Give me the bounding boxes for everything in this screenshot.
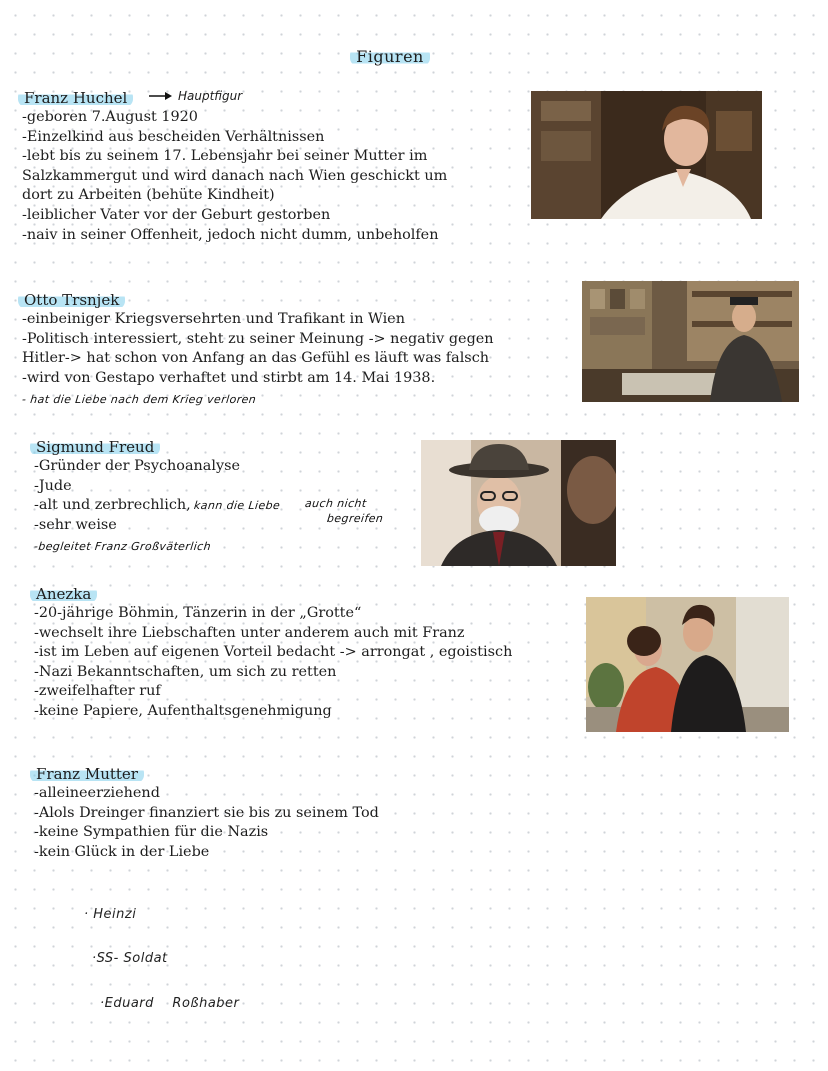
- text-line: -wird von Gestapo verhaftet und stirbt am 14. Mai 1938.: [22, 369, 436, 386]
- section-otto-trsnjek: [22, 291, 494, 407]
- text-line: dort zu Arbeiten (behüte Kindheit): [22, 187, 275, 204]
- text-line: -zweifelhafter ruf: [34, 683, 161, 700]
- text-line: -alleineerziehend: [34, 785, 160, 801]
- handwritten-note: -begleitet Franz Großväterlich: [33, 540, 212, 554]
- handwritten-note: kann die Liebe: [193, 499, 281, 513]
- section-heading: Sigmund Freud: [30, 438, 280, 457]
- handwritten-note: - hat die Liebe nach dem Krieg verloren: [21, 393, 257, 407]
- text-line: -Nazi Bekanntschaften, um sich zu retten: [34, 663, 337, 680]
- handwritten-note: begreifen: [326, 512, 384, 525]
- text-line: -geboren 7.August 1920: [22, 109, 198, 125]
- text-line: -kein Glück in der Liebe: [34, 843, 210, 860]
- photo-sigmund-freud: [421, 440, 616, 566]
- text-line: Salzkammergut und wird danach nach Wien geschickt um: [22, 167, 448, 184]
- text-line: -Jude: [34, 477, 72, 494]
- handwritten-note: auch nicht: [304, 497, 368, 510]
- section-anezka: [34, 585, 512, 722]
- text-line: -leiblicher Vater vor der Geburt gestorben: [22, 206, 331, 223]
- text-line: -20-jährige Böhmin, Tänzerin in der „Grotte“: [34, 605, 362, 621]
- text-line: Hitler-> hat schon von Anfang an das Gefühl es läuft was falsch: [22, 350, 490, 367]
- section-heading: Franz Huchel: [18, 89, 447, 108]
- main-character-note: Hauptfigur: [148, 89, 242, 103]
- text-line: -Politisch interessiert, steht zu seiner Meinung -> negativ gegen: [22, 330, 494, 347]
- text-line: -keine Sympathien für die Nazis: [34, 824, 269, 841]
- text-line: -einbeiniger Kriegsversehrten und Trafikant in Wien: [22, 311, 405, 327]
- text-line: -lebt bis zu seinem 17. Lebensjahr bei seiner Mutter im: [22, 148, 428, 165]
- text-line: -naiv in seiner Offenheit, jedoch nicht dumm, unbeholfen: [22, 226, 439, 243]
- handwritten-note: ·SS- Soldat: [92, 951, 168, 966]
- handwritten-note: · Heinzi: [84, 907, 137, 922]
- text-line: -Gründer der Psychoanalyse: [34, 458, 241, 474]
- text-line: -Alols Dreinger finanziert sie bis zu seinem Tod: [34, 804, 379, 821]
- section-heading: Anezka: [30, 585, 512, 604]
- text-line: -wechselt ihre Liebschaften unter anderem auch mit Franz: [34, 624, 465, 641]
- text-line: -keine Papiere, Aufenthaltsgenehmigung: [34, 702, 332, 719]
- photo-franz-huchel: [531, 91, 762, 219]
- section-heading: Otto Trsnjek: [18, 291, 494, 310]
- arrow-right-icon: [148, 90, 174, 102]
- section-franz-mutter: [34, 765, 379, 862]
- text-line: -Einzelkind aus bescheiden Verhältnissen: [22, 128, 325, 145]
- text-line: -sehr weise: [34, 516, 117, 533]
- section-franz-huchel: [22, 89, 447, 245]
- section-sigmund-freud: [34, 438, 280, 554]
- handwritten-note: ·Eduard Roßhaber: [100, 996, 240, 1011]
- page-title: Figuren: [0, 47, 780, 66]
- text-line: -ist im Leben auf eigenen Vorteil bedacht -> arrongat , egoistisch: [34, 644, 513, 661]
- photo-otto-trsnjek: [582, 281, 799, 402]
- section-heading: Franz Mutter: [30, 765, 379, 784]
- photo-anezka: [586, 597, 789, 732]
- text-line: -alt und zerbrechlich, kann die Liebe: [34, 496, 280, 516]
